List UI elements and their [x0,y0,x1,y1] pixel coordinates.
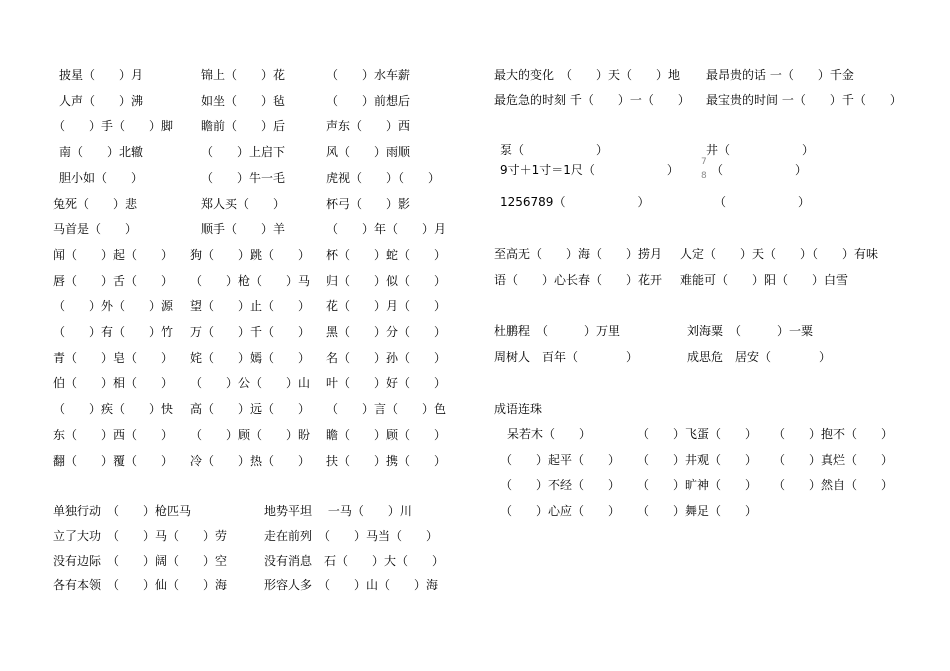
idiom-cell: 万（ ）千（ ） [190,325,311,339]
idiom-cell: 人定（ ）天（ ）（ ）有味 [680,247,879,261]
idiom-cell: 名（ ）孙（ ） [326,350,447,365]
idiom-cell: 伯（ ）相（ ） [53,376,174,391]
idiom-chain-item: （ ）旷神（ ） [637,478,758,493]
idiom-cell: 翻（ ）覆（ ） [53,453,174,468]
idiom-cell: 虎视（ ）（ ） [326,170,441,185]
definition-idiom: 各有本领 （ ）仙（ ）海 [53,578,228,593]
riddle-item: 井（ ） [706,143,815,157]
idiom-chain-item: （ ）飞蛋（ ） [637,427,758,441]
idiom-cell: 声东（ ）西 [326,119,411,134]
idiom-cell: 姹（ ）嫣（ ） [190,350,311,365]
idiom-cell: 顺手（ ）羊 [201,222,286,237]
idiom-cell: 唇（ ）舌（ ） [53,273,174,288]
idiom-cell: 南（ ）北辙 [59,145,144,160]
idiom-cell: 扶（ ）携（ ） [326,453,447,468]
idiom-chain-item: （ ）起平（ ） [500,452,621,467]
idiom-cell: 杯弓（ ）影 [326,196,411,211]
idiom-cell: 兔死（ ）悲 [53,196,138,211]
idiom-cell: 高（ ）远（ ） [190,402,311,417]
riddle-item: 泵（ ） [500,143,609,157]
definition-idiom: 没有边际 （ ）阔（ ）空 [53,553,228,568]
idiom-cell: 至高无（ ）海（ ）捞月 [494,247,663,261]
definition-idiom: 立了大功 （ ）马（ ）劳 [53,528,228,543]
superlative-idiom: 最宝贵的时间 一（ ）千（ ） [706,93,902,107]
definition-idiom: 形容人多 （ ）山（ ）海 [264,578,439,593]
name-idiom: 成思危 居安（ ） [687,350,832,364]
idiom-cell: 锦上（ ）花 [201,68,286,82]
name-idiom: 刘海粟 （ ）一粟 [687,324,814,338]
idiom-cell: 瞻（ ）顾（ ） [326,427,447,442]
idiom-chain-item: （ ）不经（ ） [500,478,621,493]
idiom-cell: 冷（ ）热（ ） [190,453,311,468]
idiom-cell: 狗（ ）跳（ ） [190,247,311,262]
definition-idiom: 单独行动 （ ）枪匹马 [53,504,192,518]
riddle-item: （ ） [714,195,811,209]
definition-idiom: 地势平坦 一马（ ）川 [264,504,412,518]
idiom-cell: （ ）前想后 [326,93,411,108]
idiom-cell: 望（ ）止（ ） [190,299,311,314]
superlative-idiom: 最危急的时刻 千（ ）一（ ） [494,93,690,107]
idiom-cell: 归（ ）似（ ） [326,273,447,288]
idiom-cell: （ ）上启下 [201,145,286,160]
idiom-cell: 人声（ ）沸 [59,93,144,108]
riddle-item: （ ） [711,163,808,177]
fraction-denominator: 8 [701,171,707,181]
idiom-cell: 花（ ）月（ ） [326,299,447,314]
superlative-idiom: 最大的变化 （ ）天（ ）地 [494,68,681,82]
riddle-item: 9寸＋1寸＝1尺（ ） [500,163,679,177]
idiom-cell: 难能可（ ）阳（ ）白雪 [680,272,849,287]
idiom-chain-item: （ ）舞足（ ） [637,504,758,519]
idiom-cell: 瞻前（ ）后 [201,119,286,134]
idiom-chain-item: （ ）井观（ ） [637,452,758,467]
idiom-cell: 东（ ）西（ ） [53,427,174,442]
definition-idiom: 没有消息 石（ ）大（ ） [264,553,445,568]
idiom-chain-item: 呆若木（ ） [507,427,592,441]
definition-idiom: 走在前列 （ ）马当（ ） [264,528,439,543]
idiom-cell: （ ）顾（ ）盼 [190,427,311,442]
idiom-cell: 风（ ）雨顺 [326,145,411,160]
superlative-idiom: 最昂贵的话 一（ ）千金 [706,68,854,82]
idiom-cell: 胆小如（ ） [59,170,144,185]
idiom-chain-item: （ ）然自（ ） [773,478,894,493]
name-idiom: 周树人 百年（ ） [494,350,639,364]
idiom-cell: （ ）水车薪 [326,68,411,82]
idiom-cell: 郑人买（ ） [201,196,286,211]
idiom-cell: 如坐（ ）毡 [201,93,286,108]
riddle-item: 1256789（ ） [500,195,650,209]
name-idiom: 杜鹏程 （ ）万里 [494,324,621,338]
idiom-cell: （ ）手（ ）脚 [53,119,174,134]
idiom-cell: （ ）有（ ）竹 [53,325,174,339]
section-title: 成语连珠 [494,402,543,416]
idiom-cell: （ ）牛一毛 [201,170,286,185]
idiom-cell: 闻（ ）起（ ） [53,247,174,262]
idiom-cell: （ ）公（ ）山 [190,376,311,391]
idiom-cell: 黑（ ）分（ ） [326,325,447,339]
idiom-chain-item: （ ）真烂（ ） [773,452,894,467]
idiom-cell: 叶（ ）好（ ） [326,376,447,391]
idiom-cell: 披星（ ）月 [59,68,144,82]
fraction-numerator: 7 [701,157,707,167]
idiom-cell: （ ）疾（ ）快 [53,402,174,417]
idiom-cell: 语（ ）心长春（ ）花开 [494,272,663,287]
idiom-cell: （ ）外（ ）源 [53,299,174,314]
idiom-chain-item: （ ）心应（ ） [500,504,621,519]
idiom-cell: 青（ ）皂（ ） [53,350,174,365]
idiom-chain-item: （ ）抱不（ ） [773,427,894,441]
idiom-cell: 杯（ ）蛇（ ） [326,247,447,262]
idiom-cell: 马首是（ ） [53,222,138,237]
idiom-cell: （ ）枪（ ）马 [190,273,311,288]
idiom-cell: （ ）言（ ）色 [326,402,447,417]
idiom-cell: （ ）年（ ）月 [326,222,447,237]
